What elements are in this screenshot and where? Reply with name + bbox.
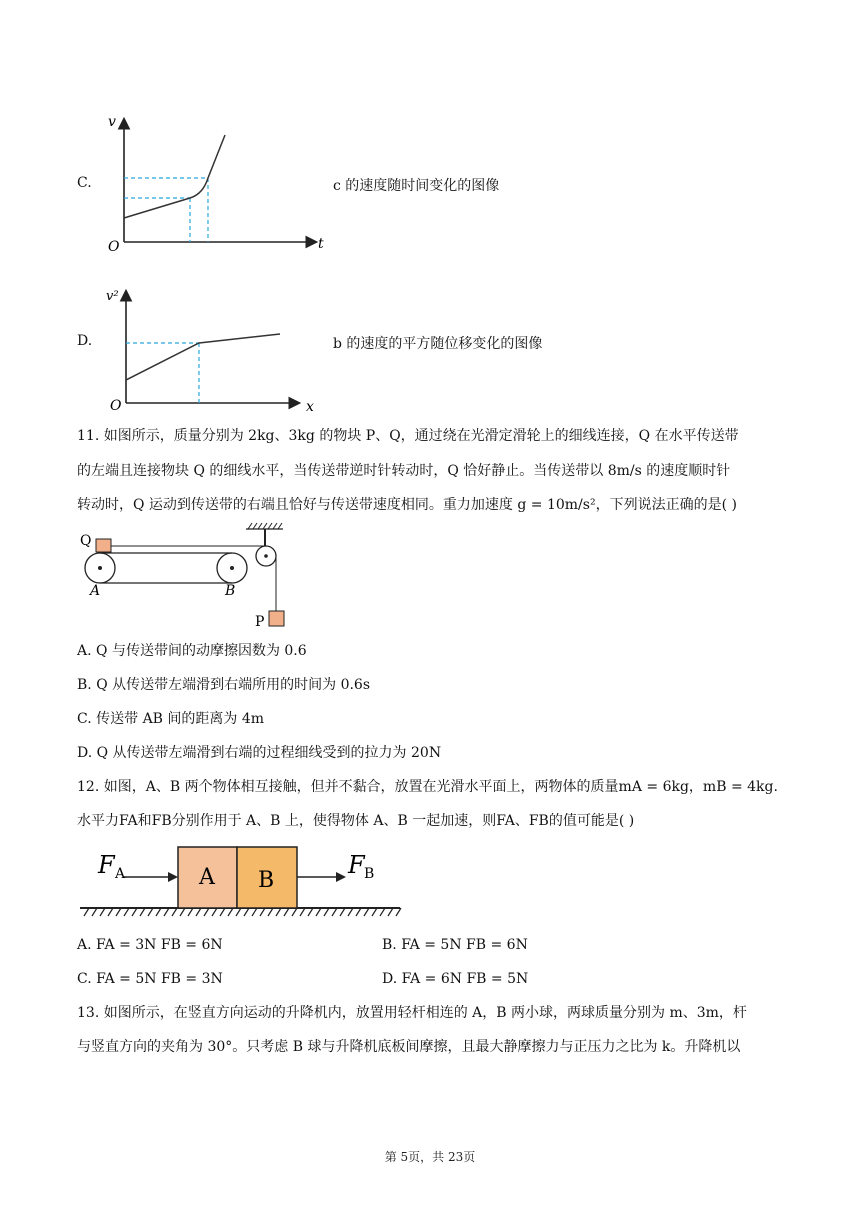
y-axis-label: v bbox=[108, 114, 116, 130]
q11-option-b: B. Q 从传送带左端滑到右端所用的时间为 0.6s bbox=[77, 677, 371, 693]
option-d-text: b 的速度的平方随位移变化的图像 bbox=[333, 336, 543, 352]
q11-option-a: A. Q 与传送带间的动摩擦因数为 0.6 bbox=[77, 643, 307, 659]
option-c-label: C. bbox=[77, 175, 92, 191]
option-d-label: D. bbox=[77, 333, 93, 349]
q12-figure bbox=[78, 840, 408, 922]
block-b-label: B bbox=[258, 868, 275, 893]
option-c-text: c 的速度随时间变化的图像 bbox=[333, 178, 500, 194]
q11-option-d: D. Q 从传送带左端滑到右端的过程细线受到的拉力为 20N bbox=[77, 745, 442, 761]
q11-line-3: 转动时，Q 运动到传送带的右端且恰好与传送带速度相同。重力加速度 g = 10m/s²，下列说法正确的是( ) bbox=[77, 497, 737, 513]
option-c-graph bbox=[100, 108, 340, 253]
page-footer: 第 5页，共 23页 bbox=[384, 1150, 476, 1164]
block-a-label: A bbox=[199, 865, 215, 890]
fb-sub: B bbox=[364, 866, 375, 882]
q11-line-2: 的左端且连接物块 Q 的细线水平，当传送带逆时针转动时，Q 恰好静止。当传送带以 8m/s 的速度顺时针 bbox=[77, 463, 731, 479]
q-label: Q bbox=[80, 533, 92, 549]
a-label: A bbox=[90, 583, 101, 599]
q12-line-2: 水平力FA和FB分别作用于 A、B 上，使得物体 A、B 一起加速，则FA、FB的值可能是( ) bbox=[77, 813, 635, 829]
q11-line-1: 11. 如图所示，质量分别为 2kg、3kg 的物块 P、Q，通过绕在光滑定滑轮上的细线连接，Q 在水平传送带 bbox=[77, 428, 739, 444]
y-axis-label: v² bbox=[106, 289, 119, 304]
fa-sub: A bbox=[115, 866, 126, 882]
q12-option-a: A. FA = 3N FB = 6N bbox=[77, 937, 223, 953]
q12-line-1: 12. 如图，A、B 两个物体相互接触，但并不黏合，放置在光滑水平面上，两物体的质量mA = 6kg，mB = 4kg. bbox=[77, 779, 778, 795]
fb-label: F bbox=[348, 851, 365, 879]
fa-label: F bbox=[98, 851, 115, 879]
q13-line-1: 13. 如图所示，在竖直方向运动的升降机内，放置用轻杆相连的 A，B 两小球，两球质量分别为 m、3m，杆 bbox=[77, 1005, 747, 1021]
origin-label: O bbox=[108, 239, 120, 253]
b-label: B bbox=[225, 583, 236, 599]
origin-label: O bbox=[110, 398, 122, 414]
q12-option-b: B. FA = 5N FB = 6N bbox=[382, 937, 528, 953]
x-axis-label: t bbox=[318, 236, 324, 252]
x-axis-label: x bbox=[306, 399, 314, 415]
p-label: P bbox=[255, 614, 265, 630]
q11-option-c: C. 传送带 AB 间的距离为 4m bbox=[77, 711, 265, 727]
q11-figure bbox=[78, 522, 293, 634]
q12-option-c: C. FA = 5N FB = 3N bbox=[77, 971, 223, 987]
q12-option-d: D. FA = 6N FB = 5N bbox=[382, 971, 529, 987]
option-d-graph bbox=[100, 282, 340, 417]
q13-line-2: 与竖直方向的夹角为 30°。只考虑 B 球与升降机底板间摩擦，且最大静摩擦力与正压力之比为 k。升降机以 bbox=[77, 1039, 741, 1055]
